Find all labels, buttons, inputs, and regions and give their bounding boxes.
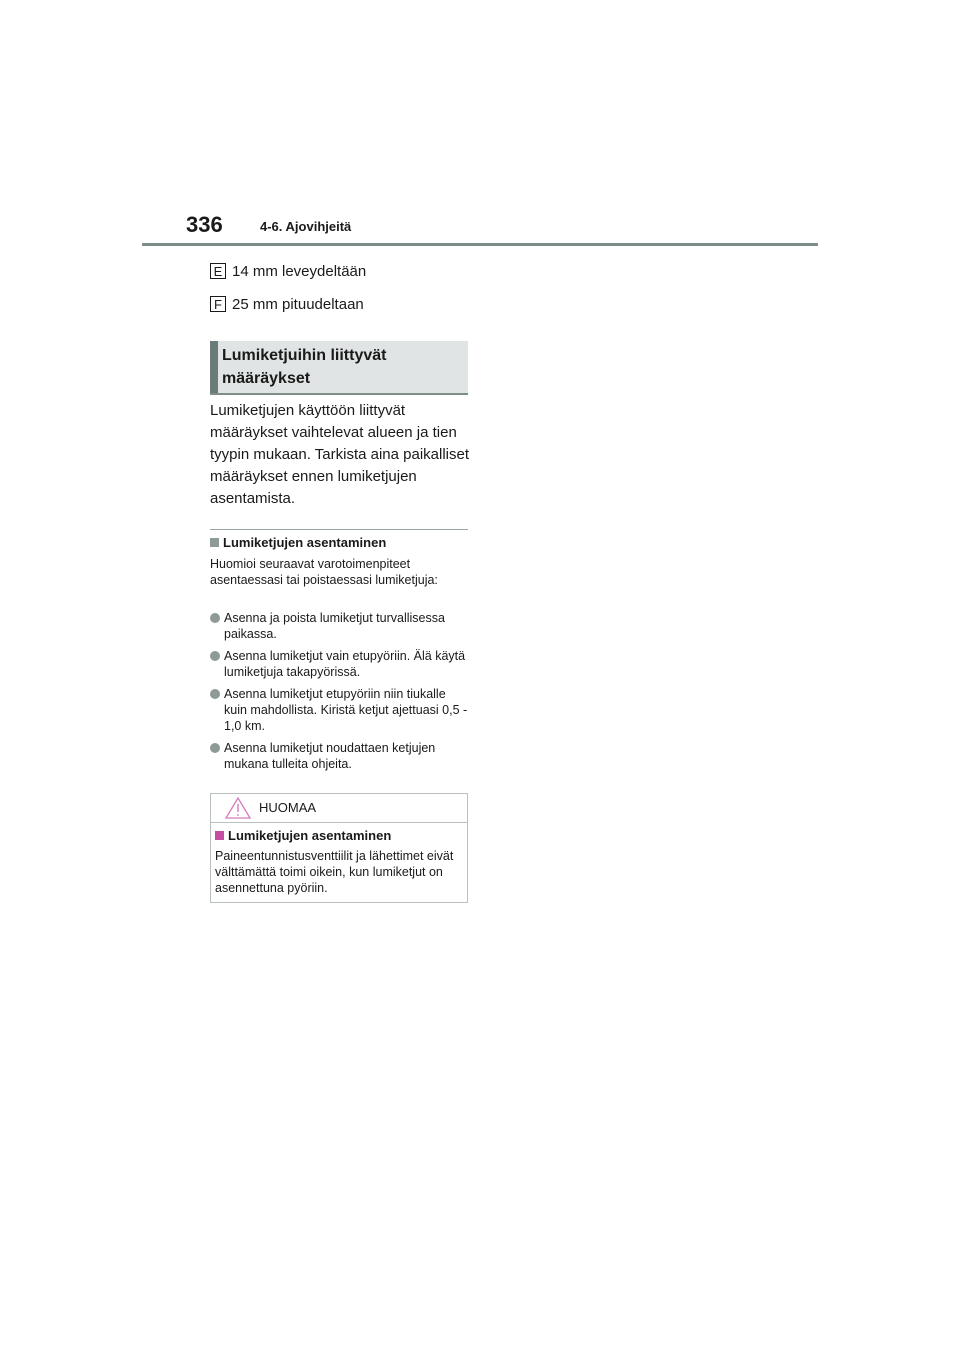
header-rule <box>142 243 818 246</box>
regulations-paragraph: Lumiketjujen käyttöön liittyvät määräykset vaihtelevat alueen ja tien tyypin mukaan. Tarkista aina paikalliset määräykset ennen lumiketjujen asentamista. <box>210 402 470 507</box>
notice-heading-text: Lumiketjujen asentaminen <box>228 828 392 843</box>
regulations-heading-box <box>210 341 468 395</box>
list-item-text: Asenna lumiketjut vain etupyöriin. Älä käytä lumiketjuja takapyörissä. <box>224 649 466 679</box>
list-item <box>210 740 472 772</box>
notice-header <box>211 794 467 823</box>
list-item-text: Asenna ja poista lumiketjut turvallisessa paikassa. <box>224 611 445 641</box>
notice-body: Paineentunnistusventtiilit ja lähettimet eivät välttämättä toimi oikein, kun lumiketjut on asennettuna pyöriin. <box>215 849 454 895</box>
section-title: 4-6. Ajovihjeitä <box>260 219 352 234</box>
list-item-text: Asenna lumiketjut noudattaen ketjujen mukana tulleita ohjeita. <box>224 741 436 771</box>
list-item <box>210 648 472 680</box>
installation-heading <box>210 535 386 550</box>
square-bullet-icon <box>215 831 224 840</box>
notice-box <box>210 793 468 903</box>
legend-item-e <box>210 261 366 281</box>
notice-title: HUOMAA <box>259 800 317 815</box>
heading-accent-bar <box>210 341 218 393</box>
legend-text: 25 mm pituudeltaan <box>232 295 364 313</box>
installation-intro: Huomioi seuraavat varotoimenpiteet asentaessasi tai poistaessasi lumiketjuja: <box>210 557 438 587</box>
warning-triangle-icon <box>225 797 251 819</box>
bullet-dot-icon <box>210 651 220 661</box>
regulations-heading: Lumiketjuihin liittyvät määräykset <box>222 347 387 387</box>
square-bullet-icon <box>210 538 219 547</box>
letter-box: F <box>210 296 226 312</box>
legend-text: 14 mm leveydeltään <box>232 262 367 280</box>
bullet-dot-icon <box>210 613 220 623</box>
list-item <box>210 686 472 734</box>
bullet-dot-icon <box>210 689 220 699</box>
installation-bullets <box>210 610 472 778</box>
bullet-dot-icon <box>210 743 220 753</box>
page-number: 336 <box>186 212 223 237</box>
list-item-text: Asenna lumiketjut etupyöriin niin tiukalle kuin mahdollista. Kiristä ketjut ajettuasi 0,5 - 1,0 km. <box>224 687 468 733</box>
notice-heading <box>215 828 391 843</box>
letter-box: E <box>210 263 226 279</box>
section-divider <box>210 529 468 530</box>
list-item <box>210 610 472 642</box>
installation-heading-text: Lumiketjujen asentaminen <box>223 535 387 550</box>
legend-item-f <box>210 294 364 314</box>
